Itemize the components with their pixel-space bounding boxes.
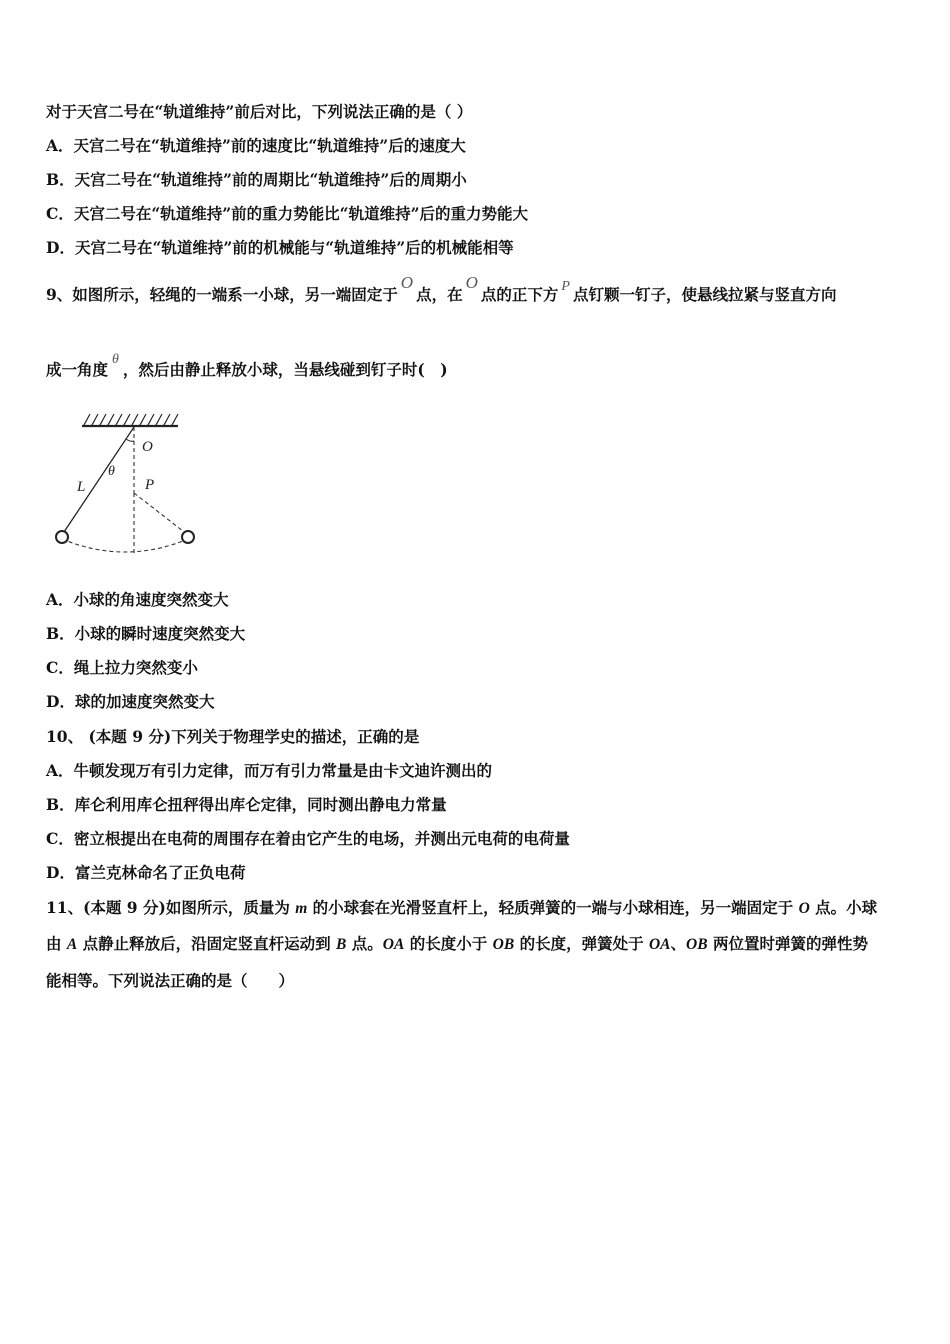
option-label: C． [46, 658, 74, 677]
q9-option-b [46, 624, 245, 644]
option-text: 天宫二号在“轨道维持”前的重力势能比“轨道维持”后的重力势能大 [73, 204, 529, 223]
symbol-o: O [465, 273, 478, 292]
q11-text: 点。 [346, 934, 383, 953]
q9-stem-line2 [46, 352, 448, 382]
q10-option-a [46, 761, 492, 781]
option-text: 富兰克林命名了正负电荷 [74, 863, 246, 882]
q11-text: 点静止释放后，沿固定竖直杆运动到 [77, 934, 337, 953]
label-l: L [77, 479, 86, 495]
q10-option-c [46, 829, 570, 849]
var-ob: OB [686, 936, 708, 953]
q10-option-b [46, 795, 447, 815]
q9-stem-line1 [46, 273, 837, 307]
q9-stem-text: 9、如图所示，轻绳的一端系一小球，另一端固定于 [46, 285, 398, 304]
q11-text: 11、(本题 9 分)如图所示，质量为 [46, 898, 296, 917]
q9-option-a [46, 590, 229, 610]
option-label: C． [46, 829, 74, 848]
option-text: 绳上拉力突然变小 [73, 658, 198, 677]
q11-stem-line1 [46, 898, 877, 919]
ball-left [56, 531, 68, 543]
var-oa: OA [382, 936, 405, 953]
option-text: 库仑利用库仑扭秤得出库仑定律，同时测出静电力常量 [74, 795, 447, 814]
q9-stem-text: 点钉颗一钉子，使悬线拉紧与竖直方向 [572, 285, 837, 304]
symbol-o: O [400, 273, 414, 292]
q11-text: 的长度小于 [404, 934, 493, 953]
option-label: A． [46, 590, 74, 609]
q11-text: 由 [46, 934, 67, 953]
q11-stem-line3: 能相等。下列说法正确的是（ ） [46, 971, 295, 990]
option-text: 小球的瞬时速度突然变大 [74, 624, 246, 643]
q9-stem-text: 点的正下方 [480, 285, 559, 304]
pendulum-figure [48, 405, 208, 565]
symbol-p: P [561, 279, 570, 294]
q11-text: 两位置时弹簧的弹性势 [707, 934, 868, 953]
symbol-theta: θ [112, 352, 119, 367]
option-label: D． [46, 863, 75, 882]
q11-text: 的长度，弹簧处于 [514, 934, 649, 953]
trajectory-arc [62, 539, 188, 552]
swing-dashed-line [134, 493, 188, 535]
option-text: 密立根提出在电荷的周围存在着由它产生的电场，并测出元电荷的电荷量 [73, 829, 570, 848]
ceiling-hatching [82, 414, 178, 426]
q8-option-b [46, 170, 467, 190]
var-oa: OA [648, 936, 671, 953]
q10-option-d [46, 863, 245, 883]
label-o: O [142, 439, 153, 455]
q11-text: 的小球套在光滑竖直杆上，轻质弹簧的一端与小球相连，另一端固定于 [307, 898, 799, 917]
angle-arc [126, 439, 134, 441]
option-text: 球的加速度突然变大 [74, 692, 215, 711]
option-label: B． [46, 795, 75, 814]
option-text: 小球的角速度突然变大 [73, 590, 229, 609]
option-text: 天宫二号在“轨道维持”前的机械能与“轨道维持”后的机械能相等 [74, 238, 514, 257]
q10-stem: 10、 (本题 9 分)下列关于物理学史的描述，正确的是 [46, 727, 420, 746]
q8-stem: 对于天宫二号在“轨道维持”前后对比，下列说法正确的是（ ） [46, 102, 473, 121]
q9-option-c [46, 658, 198, 678]
q8-option-c [46, 204, 528, 224]
var-ob: OB [492, 936, 515, 953]
q9-stem-text: ，然后由静止释放小球，当悬线碰到钉子时( ) [122, 360, 448, 379]
option-label: B． [46, 170, 75, 189]
q11-stem-line2 [46, 934, 868, 955]
q11-text: 、 [670, 934, 687, 953]
string-line [62, 427, 134, 535]
q11-text: 点。小球 [809, 898, 878, 917]
q9-option-d [46, 692, 214, 712]
option-label: A． [46, 136, 74, 155]
option-text: 天宫二号在“轨道维持”前的速度比“轨道维持”后的速度大 [73, 136, 466, 155]
q9-stem-text: 成一角度 [46, 360, 109, 379]
label-theta: θ [108, 464, 115, 479]
label-p: P [145, 477, 155, 493]
option-label: D． [46, 692, 75, 711]
option-label: C． [46, 204, 74, 223]
option-label: B． [46, 624, 75, 643]
option-label: D． [46, 238, 75, 257]
q8-option-a [46, 136, 466, 156]
q8-option-d [46, 238, 514, 258]
var-o: O [798, 900, 810, 917]
ball-right [182, 531, 194, 543]
var-m: m [295, 900, 308, 917]
option-text: 天宫二号在“轨道维持”前的周期比“轨道维持”后的周期小 [74, 170, 467, 189]
option-text: 牛顿发现万有引力定律，而万有引力常量是由卡文迪许测出的 [73, 761, 493, 780]
var-b: B [336, 936, 347, 953]
q9-stem-text: 点，在 [416, 285, 463, 304]
var-a: A [66, 936, 78, 953]
option-label: A． [46, 761, 74, 780]
